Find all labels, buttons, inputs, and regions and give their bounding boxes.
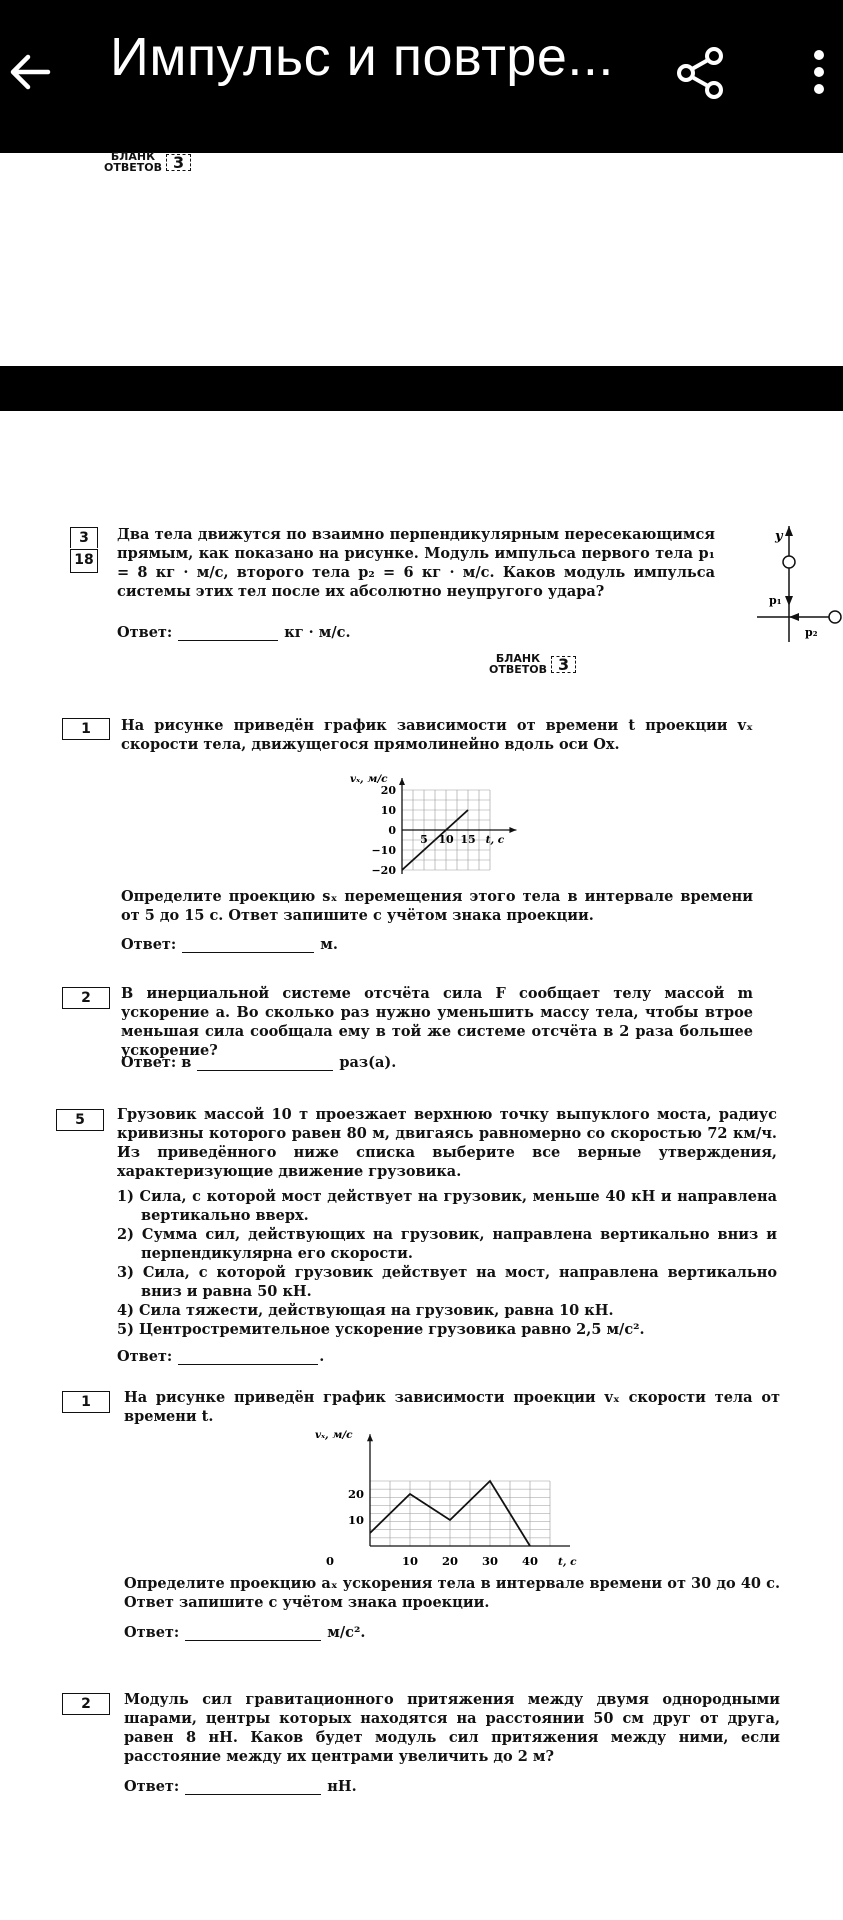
task-1b-question: Определите проекцию aₓ ускорения тела в интервале времени от 30 до 40 с. Ответ запишите с учётом знака проекции. [124, 1575, 780, 1611]
share-icon[interactable] [672, 44, 730, 102]
answer-sheet-label [104, 151, 191, 173]
answer-unit: м. [320, 936, 338, 953]
task-5-statement: Грузовик массой 10 т проезжает верхнюю точку выпуклого моста, радиус кривизны которого равен 80 м, двигаясь равномерно со скоростью 72 км/ч. Из приведённого ниже списка выберите все верные утверждения, характеризующие движение грузовика. [117, 1106, 777, 1180]
task-2-text: В инерциальной системе отсчёта сила F сообщает телу массой m ускорение a. Во сколько раз нужно уменьшить массу тела, чтобы втрое меньшая сила сообщала ему в той же системе отсчёта в 2 раза большее ускорение? [121, 985, 753, 1059]
p2-label: p₂ [805, 626, 818, 639]
y-axis-label: vₓ, м/с [350, 773, 388, 785]
y-axis-label: vₓ, м/с [315, 1429, 353, 1442]
answer-blank[interactable] [182, 938, 314, 953]
list-item: 2) Сумма сил, действующих на грузовик, направлена вертикально вниз и перпендикулярна его скорости. [117, 1226, 777, 1262]
page-title: Импульс и повтре... [110, 27, 614, 87]
answer-sheet-number: 3 [166, 154, 191, 171]
task-number: 5 [56, 1109, 104, 1131]
answer-unit: нН. [327, 1778, 357, 1795]
x-tick-label: 0 [325, 1554, 335, 1568]
x-tick-label: 15 [460, 833, 476, 846]
y-tick-label: −20 [371, 864, 396, 877]
task-18-text: Два тела движутся по взаимно перпендикулярным пересекающимся прямым, как показано на рисунке. Модуль импульса первого тела p₁ = 8 кг · м/с, второго тела p₂ = 6 кг · м/с. Каков модуль импульса системы этих тел после их абсолютно неупругого удара? [117, 526, 715, 600]
x-tick-label: 30 [481, 1554, 499, 1568]
task-2-answer [121, 1054, 396, 1071]
list-item: 5) Центростремительное ускорение грузовика равно 2,5 м/с². [117, 1321, 645, 1338]
answer-unit: м/с². [327, 1624, 366, 1641]
answer-prefix: Ответ: [117, 1348, 173, 1365]
task-5-answer [117, 1348, 324, 1365]
answer-blank[interactable] [185, 1780, 321, 1795]
y-tick-label: −10 [371, 844, 396, 857]
answer-sheet-label [489, 653, 576, 675]
task-number: 2 [62, 1693, 110, 1715]
answer-prefix: Ответ: [124, 1624, 180, 1641]
y-tick-label: 10 [347, 1513, 364, 1527]
task-number: 2 [62, 987, 110, 1009]
answer-unit: кг · м/с. [284, 624, 351, 641]
answer-prefix: Ответ: [117, 624, 173, 641]
x-axis-label: t, с [558, 1556, 577, 1568]
list-item: 4) Сила тяжести, действующая на грузовик, равна 10 кН. [117, 1302, 614, 1319]
page-separator [0, 366, 843, 411]
answer-blank[interactable] [185, 1626, 321, 1641]
task-1-text: На рисунке приведён график зависимости от времени t проекции vₓ скорости тела, движущегося прямолинейно вдоль оси Ox. [121, 717, 753, 753]
app-bar [0, 0, 843, 153]
task-1b-answer [124, 1624, 365, 1641]
task-1-answer [121, 936, 338, 953]
answer-blank[interactable] [197, 1056, 333, 1071]
task-number-top: 3 [70, 527, 98, 548]
answer-sheet-text: БЛАНК ОТВЕТОВ [104, 150, 162, 174]
task-2b-text: Модуль сил гравитационного притяжения между двумя однородными шарами, центры которых находятся на расстоянии 50 см друг от друга, равен 8 нН. Каков будет модуль сил притяжения между ними, если расстояние между их центрами увеличить до 2 м? [124, 1691, 780, 1765]
x-axis-arrow [509, 827, 516, 833]
answer-sheet-number: 3 [551, 656, 576, 673]
velocity-chart-1 [330, 768, 530, 884]
x-tick-label: 20 [441, 1554, 459, 1568]
y-tick-label: 20 [380, 784, 396, 797]
y-axis-arrow [367, 1434, 373, 1441]
task-number: 1 [62, 1391, 110, 1413]
x-tick-label: 10 [438, 833, 454, 846]
x-tick-label: 40 [521, 1554, 539, 1568]
x-tick-label: 5 [420, 833, 428, 846]
task-1-question: Определите проекцию sₓ перемещения этого тела в интервале времени от 5 до 15 с. Ответ запишите с учётом знака проекции. [121, 888, 753, 924]
y-tick-label: 10 [380, 804, 396, 817]
answer-blank[interactable] [178, 626, 278, 641]
answer-unit: . [319, 1348, 325, 1365]
list-item: 3) Сила, с которой грузовик действует на мост, направлена вертикально вниз и равна 50 кН. [117, 1264, 777, 1300]
task-18-answer [117, 624, 351, 641]
momentum-diagram [755, 524, 843, 644]
answer-prefix: Ответ: [124, 1778, 180, 1795]
task-5-text [117, 1105, 777, 1339]
y-axis-arrow [399, 778, 405, 785]
statement-list [117, 1187, 777, 1339]
x-axis-label: t, с [485, 834, 505, 846]
y-tick-label: 0 [388, 824, 396, 837]
p1-label: p₁ [769, 594, 782, 607]
more-vert-icon[interactable] [812, 48, 826, 96]
axis-y-label: y [775, 529, 783, 544]
answer-prefix: Ответ: [121, 936, 177, 953]
task-number-bottom: 18 [70, 549, 98, 573]
y-tick-label: 20 [347, 1487, 364, 1501]
task-2b-answer [124, 1778, 357, 1795]
answer-prefix: Ответ: в [121, 1054, 192, 1071]
arrow-left-icon[interactable] [6, 48, 54, 96]
task-1b-text: На рисунке приведён график зависимости проекции vₓ скорости тела от времени t. [124, 1389, 780, 1425]
x-tick-label: 10 [401, 1554, 419, 1568]
task-number: 1 [62, 718, 110, 740]
answer-blank[interactable] [178, 1350, 318, 1365]
answer-unit: раз(а). [339, 1054, 397, 1071]
velocity-chart-2 [310, 1418, 590, 1572]
answer-sheet-text: БЛАНК ОТВЕТОВ [489, 652, 547, 676]
list-item: 1) Сила, с которой мост действует на грузовик, меньше 40 кН и направлена вертикально вверх. [117, 1188, 777, 1224]
